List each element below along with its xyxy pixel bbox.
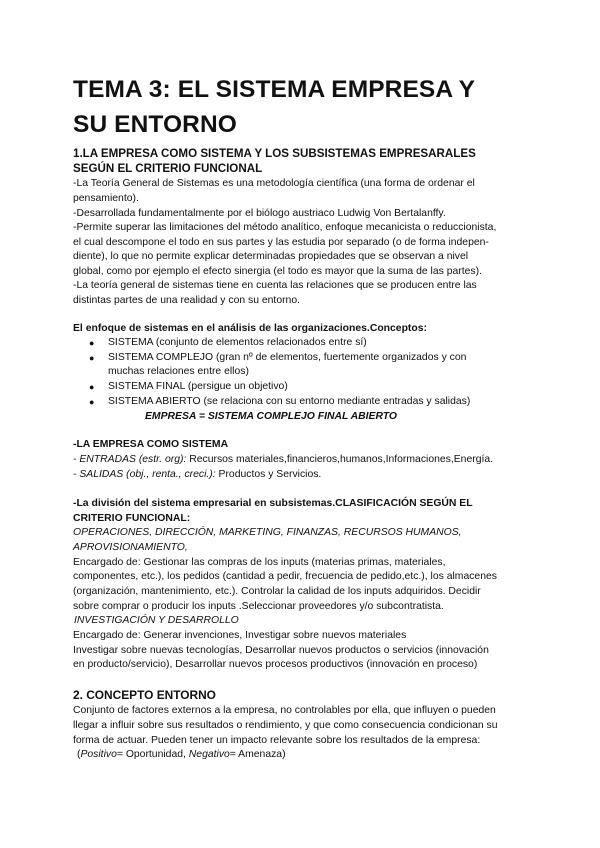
bullet-icon: ● <box>89 397 95 407</box>
salidas-line: - SALIDAS (obj., renta., creci.): Productos y Servicios. <box>73 469 322 480</box>
paragraph-line: forma de actuar. Pueden tener un impacto relevante sobre los resultados de la empresa: <box>73 735 481 746</box>
section-2-heading: 2. CONCEPTO ENTORNO <box>73 688 216 702</box>
paragraph-line: -La teoría general de sistemas tiene en cuenta las relaciones que se producen entre las <box>73 280 477 291</box>
section-1-heading-line-1: 1.LA EMPRESA COMO SISTEMA Y LOS SUBSISTEMAS EMPRESARALES <box>73 147 476 160</box>
paragraph-line: llegar a influir sobre sus resultados o rendimiento, y que como consecuencia condicionan su <box>73 720 498 731</box>
areas-line-2: APROVISIONAMIENTO, <box>73 542 188 553</box>
paragraph-line: diente), lo que no permite explicar determinadas propiedades que se observan a nivel <box>73 251 469 262</box>
paragraph-line: el cual descompone el todo en sus partes y las estudia por separado (o de forma indepen- <box>73 237 489 248</box>
paragraph-line: distintas partes de una realidad y con su entorno. <box>73 295 301 306</box>
paragraph-line: pensamiento). <box>73 193 139 204</box>
paragraph-line: Encargado de: Generar invenciones, Investigar sobre nuevos materiales <box>73 630 407 641</box>
paragraph-line: en producto/servicio), Desarrollar nuevos procesos productivos (innovación en proceso) <box>73 659 478 670</box>
paragraph-line: -Permite superar las limitaciones del método analítico, enfoque mecanicista o reduccionista, <box>73 222 497 233</box>
paragraph-line: Investigar sobre nuevas tecnologías, Desarrollar nuevos productos o servicios (innovación <box>73 645 489 656</box>
empresa-formula: EMPRESA = SISTEMA COMPLEJO FINAL ABIERTO <box>145 411 398 422</box>
paragraph-line: -Desarrollada fundamentalmente por el biólogo austriaco Ludwig Von Bertalanffy. <box>73 208 446 219</box>
paragraph-line: global, como por ejemplo el efecto sinergia (el todo es mayor que la suma de las partes). <box>73 266 482 277</box>
paragraph-line: Conjunto de factores externos a la empresa, no controlables por ella, que influyen o pueden <box>73 705 496 716</box>
paragraph-line: componentes, etc.), los pedidos (cantidad a pedir, frecuencia de pedido,etc.), los almacenes <box>73 571 497 582</box>
document-title <box>73 72 543 142</box>
bullet-icon: ● <box>89 382 95 392</box>
division-heading-line-1: -La división del sistema empresarial en subsistemas.CLASIFICACIÓN SEGÚN EL <box>73 498 473 509</box>
title-line-1: TEMA 3: EL SISTEMA EMPRESA Y <box>73 76 476 103</box>
areas-line-1: OPERACIONES, DIRECCIÓN, MARKETING, FINANZAS, RECURSOS HUMANOS, <box>73 527 462 538</box>
entradas-line: - ENTRADAS (estr. org): Recursos materiales,financieros,humanos,Informaciones,Energía. <box>73 454 494 465</box>
section-1-heading-line-2: SEGÚN EL CRITERIO FUNCIONAL <box>73 162 263 175</box>
paragraph-line: (organización, mantenimiento, etc.). Controlar la calidad de los inputs adquiridos. Decidir <box>73 586 481 597</box>
title-line-2: SU ENTORNO <box>73 111 237 138</box>
paragraph-line: sobre comprar o producir los inputs .Seleccionar proveedores y/o subcontratista. <box>73 601 444 612</box>
bullet-icon: ● <box>89 353 95 363</box>
paragraph-line: Encargado de: Gestionar las compras de los inputs (materias primas, materiales, <box>73 557 446 568</box>
bullet-icon: ● <box>89 338 95 348</box>
id-label: INVESTIGACIÓN Y DESARROLLO <box>74 615 239 626</box>
enfoque-heading: El enfoque de sistemas en el análisis de las organizaciones.Conceptos: <box>73 323 427 334</box>
division-heading-line-2: CRITERIO FUNCIONAL: <box>73 513 191 524</box>
empresa-sistema-heading: -LA EMPRESA COMO SISTEMA <box>73 439 229 450</box>
paragraph-line: -La Teoría General de Sistemas es una metodología científica (una forma de ordenar el <box>73 178 475 189</box>
impact-line: (Positivo= Oportunidad, Negativo= Amenaza) <box>77 749 286 760</box>
